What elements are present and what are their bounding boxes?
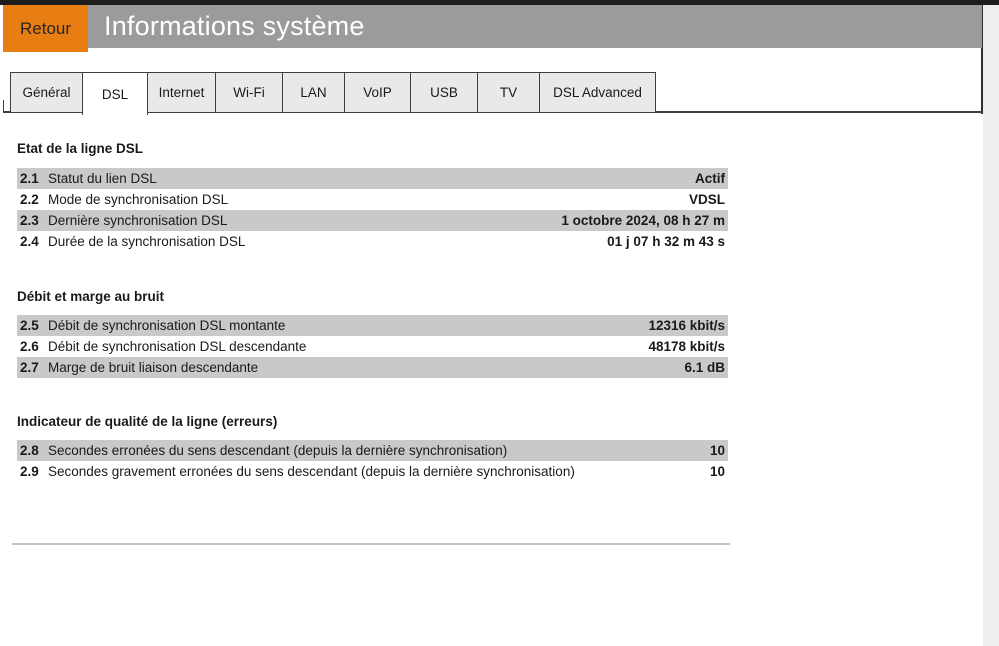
table-row: [17, 168, 728, 189]
row-label: Dernière synchronisation DSL: [48, 213, 228, 228]
table-row: [17, 336, 728, 357]
table-row: [17, 189, 728, 210]
tab-tv[interactable]: TV: [477, 72, 540, 113]
row-label: Durée de la synchronisation DSL: [48, 234, 246, 249]
row-number: 2.3: [20, 213, 39, 228]
row-number: 2.5: [20, 318, 39, 333]
row-label: Débit de synchronisation DSL montante: [48, 318, 286, 333]
tab-bar: [10, 72, 656, 113]
row-value: 48178 kbit/s: [648, 339, 725, 354]
row-value: 6.1 dB: [684, 360, 725, 375]
table-row: [17, 357, 728, 378]
tab-general[interactable]: Général: [10, 72, 83, 113]
page-background-strip: [983, 5, 999, 646]
rate-margin-table: [17, 315, 728, 378]
row-value: 1 octobre 2024, 08 h 27 m: [561, 213, 725, 228]
row-number: 2.4: [20, 234, 39, 249]
row-value: 10: [709, 443, 725, 458]
table-row: [17, 461, 728, 482]
tab-internet[interactable]: Internet: [147, 72, 216, 113]
tab-dsl[interactable]: DSL: [82, 72, 148, 115]
row-value: 12316 kbit/s: [648, 318, 725, 333]
tab-wifi[interactable]: Wi-Fi: [215, 72, 283, 113]
line-quality-table: [17, 440, 728, 482]
row-label: Débit de synchronisation DSL descendante: [48, 339, 307, 354]
table-row: [17, 440, 728, 461]
row-value: 01 j 07 h 32 m 43 s: [607, 234, 725, 249]
row-label: Secondes gravement erronées du sens descendant (depuis la dernière synchronisation): [48, 464, 575, 479]
row-number: 2.9: [20, 464, 39, 479]
section-heading-rate-margin: Débit et marge au bruit: [17, 289, 165, 304]
tab-left-tick: [3, 100, 4, 113]
row-number: 2.7: [20, 360, 39, 375]
tab-voip[interactable]: VoIP: [344, 72, 411, 113]
row-value: Actif: [695, 171, 725, 186]
row-label: Marge de bruit liaison descendante: [48, 360, 259, 375]
tab-dsl-advanced[interactable]: DSL Advanced: [539, 72, 656, 113]
row-number: 2.1: [20, 171, 39, 186]
tab-usb[interactable]: USB: [410, 72, 478, 113]
table-row: [17, 231, 728, 252]
tab-lan[interactable]: LAN: [282, 72, 345, 113]
row-value: VDSL: [688, 192, 725, 207]
row-number: 2.6: [20, 339, 39, 354]
row-number: 2.2: [20, 192, 39, 207]
title-bar: [3, 5, 982, 48]
table-row: [17, 210, 728, 231]
back-button[interactable]: Retour: [3, 5, 88, 52]
table-row: [17, 315, 728, 336]
row-label: Secondes erronées du sens descendant (depuis la dernière synchronisation): [48, 443, 508, 458]
row-label: Mode de synchronisation DSL: [48, 192, 229, 207]
section-heading-dsl-line-state: Etat de la ligne DSL: [17, 141, 144, 156]
bottom-separator: [12, 543, 730, 545]
page-title: Informations système: [104, 11, 365, 41]
dsl-line-state-table: [17, 168, 728, 252]
row-value: 10: [709, 464, 725, 479]
section-heading-line-quality: Indicateur de qualité de la ligne (erreurs): [17, 414, 278, 429]
row-label: Statut du lien DSL: [48, 171, 157, 186]
row-number: 2.8: [20, 443, 39, 458]
